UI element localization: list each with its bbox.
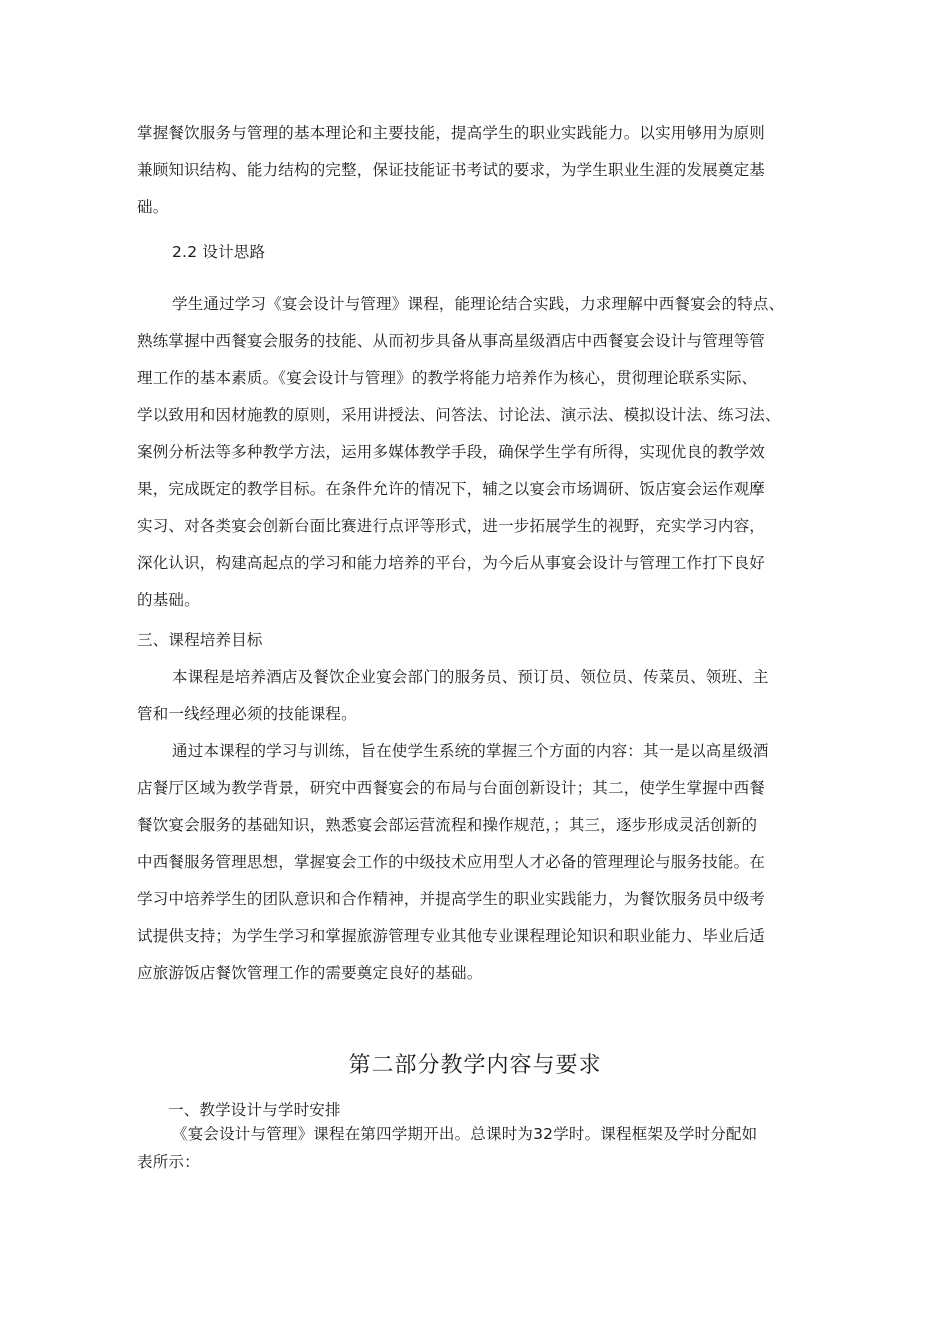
section-heading-part2-1: 一、教学设计与学时安排: [168, 1101, 341, 1119]
paragraph-line: 案例分析法等多种教学方法，运用多媒体教学手段，确保学生学有所得，实现优良的教学效: [137, 443, 766, 461]
paragraph-line: 实习、对各类宴会创新台面比赛进行点评等形式，进一步拓展学生的视野，充实学习内容，: [137, 517, 766, 535]
section-heading-2-2: 2.2 设计思路: [172, 243, 266, 261]
paragraph-line: 掌握餐饮服务与管理的基本理论和主要技能，提高学生的职业实践能力。以实用够用为原则: [137, 124, 766, 142]
paragraph-line: 管和一线经理必须的技能课程。: [137, 705, 357, 723]
paragraph-line: 兼顾知识结构、能力结构的完整，保证技能证书考试的要求，为学生职业生涯的发展奠定基: [137, 161, 766, 179]
paragraph-line: 理工作的基本素质。《宴会设计与管理》的教学将能力培养作为核心，贯彻理论联系实际、: [137, 369, 758, 387]
paragraph-line: 表所示：: [137, 1153, 200, 1171]
section-heading-3: 三、课程培养目标: [137, 631, 263, 649]
paragraph-line: 《宴会设计与管理》课程在第四学期开出。总课时为32学时。课程框架及学时分配如: [172, 1125, 758, 1143]
paragraph-line: 本课程是培养酒店及餐饮企业宴会部门的服务员、预订员、领位员、传菜员、领班、主: [172, 668, 769, 686]
paragraph-line: 熟练掌握中西餐宴会服务的技能、从而初步具备从事高星级酒店中西餐宴会设计与管理等管: [137, 332, 766, 350]
paragraph-line: 学习中培养学生的团队意识和合作精神，并提高学生的职业实践能力，为餐饮服务员中级考: [137, 890, 766, 908]
paragraph-line: 果，完成既定的教学目标。在条件允许的情况下，辅之以宴会市场调研、饭店宴会运作观摩: [137, 480, 766, 498]
paragraph-line: 餐饮宴会服务的基础知识，熟悉宴会部运营流程和操作规范，；其三，逐步形成灵活创新的: [137, 816, 758, 834]
paragraph-line: 试提供支持；为学生学习和掌握旅游管理专业其他专业课程理论知识和职业能力、毕业后适: [137, 927, 766, 945]
paragraph-line: 中西餐服务管理思想，掌握宴会工作的中级技术应用型人才必备的管理理论与服务技能。在: [137, 853, 766, 871]
paragraph-line: 应旅游饭店餐饮管理工作的需要奠定良好的基础。: [137, 964, 483, 982]
paragraph-line: 础。: [137, 198, 169, 216]
paragraph-line: 的基础。: [137, 591, 200, 609]
paragraph-line: 深化认识，构建高起点的学习和能力培养的平台，为今后从事宴会设计与管理工作打下良好: [137, 554, 766, 572]
paragraph-line: 店餐厅区域为教学背景，研究中西餐宴会的布局与台面创新设计；其二，使学生掌握中西餐: [137, 779, 766, 797]
paragraph-line: 学生通过学习《宴会设计与管理》课程，能理论结合实践，力求理解中西餐宴会的特点、: [172, 295, 785, 313]
part-title: 第二部分教学内容与要求: [348, 1053, 602, 1078]
paragraph-line: 通过本课程的学习与训练，旨在使学生系统的掌握三个方面的内容：其一是以高星级酒: [172, 742, 769, 760]
paragraph-line: 学以致用和因材施教的原则，采用讲授法、问答法、讨论法、演示法、模拟设计法、练习法、: [137, 406, 781, 424]
